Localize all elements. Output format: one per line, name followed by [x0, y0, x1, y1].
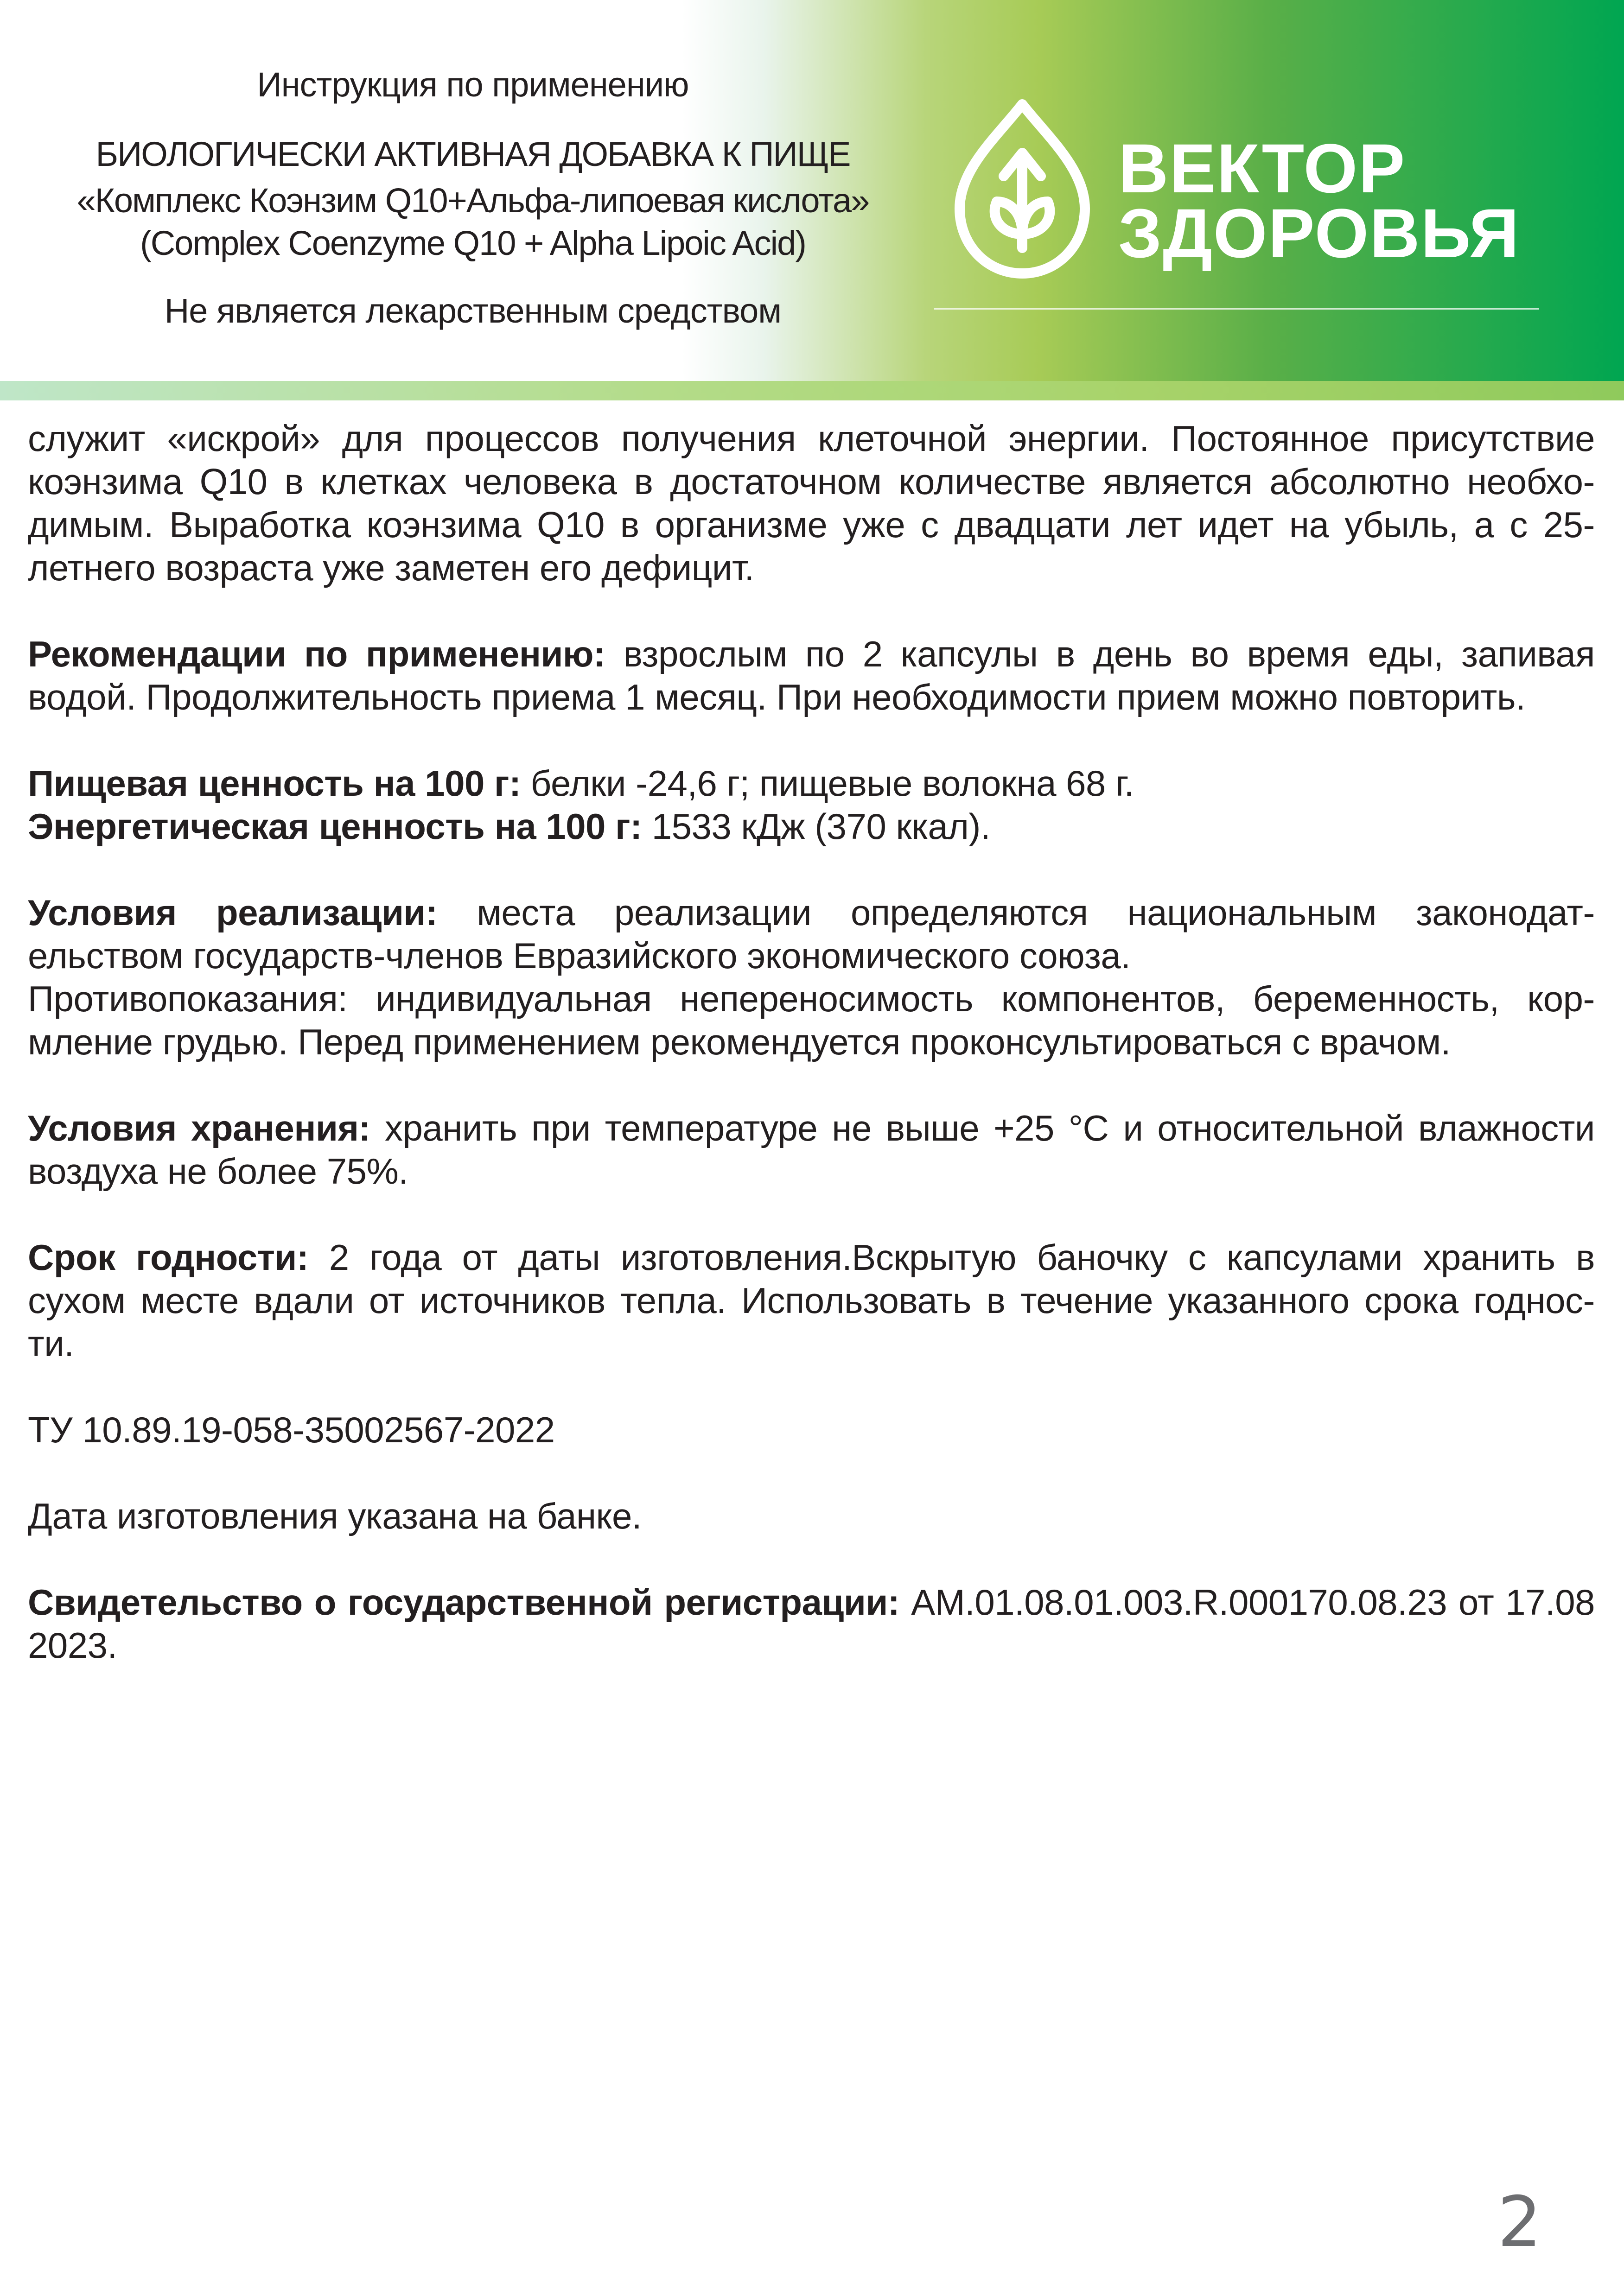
shelf-life-section [28, 1236, 1595, 1365]
text-line: мление грудью. Перед применением рекомендуется проконсультироваться с врачом. [28, 1021, 1451, 1062]
text-line [28, 805, 1595, 848]
storage-text: хранить при температуре не выше +25 °С и относительной влажности [370, 1108, 1595, 1148]
leaf-drop-arrow-icon [946, 95, 1099, 280]
text-line: водой. Продолжительность приема 1 месяц. При необходимости прием можно повторить. [28, 677, 1526, 717]
storage-section [28, 1107, 1595, 1193]
text-line: ельством государств-членов Евразийского экономического союза. [28, 935, 1131, 976]
text-line [28, 1236, 1595, 1279]
tu-section [28, 1408, 1595, 1452]
recommendations-text: взрослым по 2 капсулы в день во время еды, запивая [605, 634, 1595, 674]
brand-name-line2: ЗДОРОВЬЯ [1118, 194, 1520, 272]
energy-label: Энергетическая ценность на 100 г: [28, 806, 642, 847]
recommendations-label: Рекомендации по применению: [28, 634, 605, 674]
logo-divider [934, 308, 1539, 310]
recommendations-section [28, 633, 1595, 719]
manufacture-date-section [28, 1495, 1595, 1538]
text-line: ти. [28, 1323, 74, 1364]
registration-section [28, 1581, 1595, 1667]
text-line [28, 1581, 1595, 1624]
registration-label: Свидетельство о государственной регистрации: [28, 1582, 900, 1623]
nutrition-label: Пищевая ценность на 100 г: [28, 763, 521, 804]
sale-conditions-section [28, 891, 1595, 1064]
manufacture-date-note: Дата изготовления указана на банке. [28, 1496, 642, 1536]
text-line: служит «искрой» для процессов получения клеточной энергии. Постоянное присутствие [28, 418, 1595, 459]
header-bottom-stripe [0, 381, 1624, 400]
energy-text: 1533 кДж (370 ккал). [642, 806, 990, 847]
supplement-type-title: БИОЛОГИЧЕСКИ АКТИВНАЯ ДОБАВКА К ПИЩЕ [96, 135, 850, 173]
text-line [28, 633, 1595, 676]
text-line: 2023. [28, 1625, 117, 1666]
text-line: Противопоказания: индивидуальная непереносимость компонентов, беременность, кор- [28, 978, 1595, 1019]
text-line [28, 891, 1595, 934]
storage-label: Условия хранения: [28, 1108, 370, 1148]
text-line: летнего возраста уже заметен его дефицит. [28, 547, 754, 588]
text-line: коэнзима Q10 в клетках человека в достаточном количестве является абсолютно необхо- [28, 461, 1595, 502]
text-line: димым. Выработка коэнзима Q10 в организме уже с двадцати лет идет на убыль, а с 25- [28, 504, 1595, 545]
product-name-en: (Complex Coenzyme Q10 + Alpha Lipoic Acid) [140, 224, 806, 262]
shelf-life-text: 2 года от даты изготовления.Вскрытую баночку с капсулами хранить в [308, 1237, 1595, 1278]
not-drug-notice: Не является лекарственным средством [164, 292, 782, 330]
brand-name-line1: ВЕКТОР [1118, 129, 1406, 207]
shelf-life-label: Срок годности: [28, 1237, 309, 1278]
technical-conditions-code: ТУ 10.89.19-058-35002567-2022 [28, 1409, 555, 1450]
instruction-title: Инструкция по применению [257, 65, 689, 104]
header-banner [0, 0, 1624, 381]
text-line [28, 762, 1595, 805]
text-line [28, 1107, 1595, 1150]
sale-conditions-label: Условия реализации: [28, 892, 438, 933]
nutrition-section [28, 762, 1595, 848]
registration-text: AM.01.08.01.003.R.000170.08.23 от 17.08 [899, 1582, 1595, 1623]
text-line: воздуха не более 75%. [28, 1151, 408, 1192]
sale-conditions-text: места реализации определяются национальным законодат- [437, 892, 1595, 933]
intro-paragraph [28, 417, 1595, 590]
instruction-body [28, 417, 1595, 1667]
text-line: сухом месте вдали от источников тепла. Использовать в течение указанного срока годнос- [28, 1280, 1595, 1321]
nutrition-text: белки -24,6 г; пищевые волокна 68 г. [521, 763, 1134, 804]
product-name-ru: «Комплекс Коэнзим Q10+Альфа-липоевая кислота» [76, 181, 869, 220]
page-number: 2 [1497, 2182, 1542, 2263]
